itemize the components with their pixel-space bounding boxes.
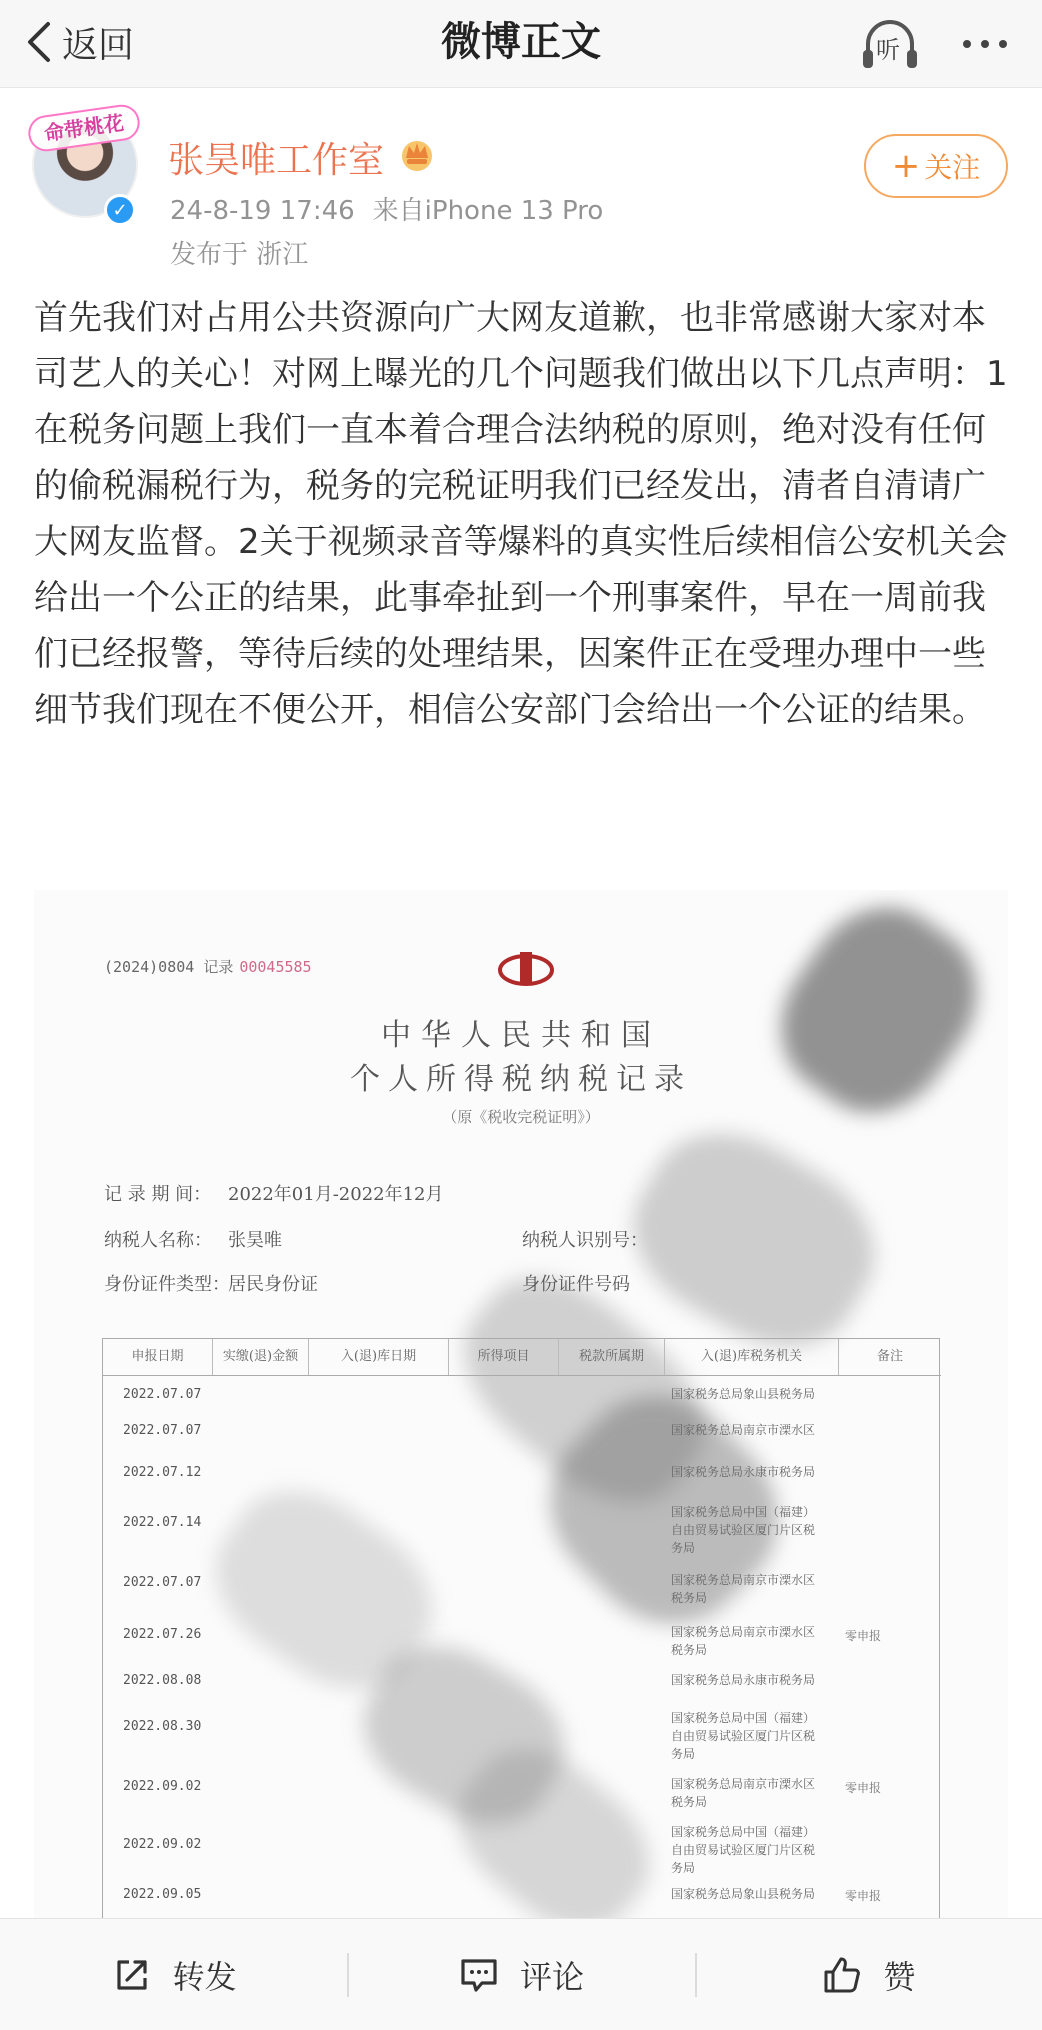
verified-badge-icon: ✓ [104,194,136,226]
author-name[interactable]: 张昊唯工作室 [168,140,385,181]
table-header-divider [103,1375,941,1376]
doc-title-line2: 个人所得税纳税记录 [350,1062,692,1097]
doc-record-number [104,956,312,977]
post-text: 首先我们对占用公共资源向广大网友道歉，也非常感谢大家对本司艺人的关心！对网上曝光的几个问题我们做出以下几点声明：1在税务问题上我们一直本着合理合法纳税的原则，绝对没有任何的偷税漏税行为，税务的完税证明我们已经发出，清者自清请广大网友监督。2关于视频录音等爆料的真实性后续相信公安机关会给出一个公正的结果，此事牵扯到一个刑事案件，早在一周前我们已经报警，等待后续的处理结果，因案件正在受理办理中一些细节我们现在不便公开，相信公安部门会给出一个公证的结果。 [34,298,1008,730]
table-row-org: 国家税务总局南京市溧水区税务局 [671,1777,816,1809]
chevron-left-icon [22,20,56,64]
avatar-sticker: 命带桃花 [26,102,142,153]
table-row-date: 2022.09.02 [123,1837,202,1852]
table-row-org: 国家税务总局中国（福建）自由贸易试验区厦门片区税务局 [671,1711,816,1761]
comment-label: 评论 [519,1957,584,1996]
table-header: 备注 [876,1349,903,1364]
doc-idtype-label: 身份证件类型： [104,1274,230,1295]
table-row-date: 2022.07.14 [123,1515,202,1530]
tax-emblem-icon [496,948,556,988]
table-row-org: 国家税务总局永康市税务局 [671,1673,816,1687]
listen-button[interactable] [858,14,922,74]
share-icon [111,1954,153,1996]
smudge [605,1102,903,1378]
doc-period-label: 记 录 期 间： [104,1184,212,1205]
table-row-date: 2022.07.07 [123,1423,202,1438]
post-source: 来自iPhone 13 Pro [372,196,604,226]
doc-taxpayer-value: 张昊唯 [228,1230,282,1251]
plus-icon: + [891,146,921,186]
doc-record-no: 00045585 [239,958,312,976]
more-dot-icon [999,40,1007,48]
more-dot-icon [981,40,989,48]
table-row-org: 国家税务总局中国（福建）自由贸易试验区厦门片区税务局 [671,1505,816,1555]
doc-taxid-label: 纳税人识别号： [522,1230,648,1251]
table-header: 入(退)库税务机关 [665,1339,839,1375]
more-dot-icon [963,40,971,48]
doc-subtitle: （原《税收完税证明》） [442,1108,600,1126]
back-button[interactable] [22,12,134,72]
table-header: 入(退)库日期 [309,1339,449,1375]
thumbs-up-icon [821,1954,863,1996]
table-row-date: 2022.08.30 [123,1719,202,1734]
table-header: 税款所属期 [559,1339,665,1375]
top-navbar [0,0,1042,88]
doc-idtype-value: 居民身份证 [228,1274,318,1295]
doc-taxpayer-label: 纳税人名称： [104,1230,212,1251]
table-row-note: 零申报 [845,1781,882,1795]
doc-title-line1: 中华人民共和国 [381,1018,661,1053]
tax-record-table [102,1338,940,1920]
table-row-org: 国家税务总局南京市溧水区 [671,1423,816,1437]
table-row-date: 2022.08.08 [123,1673,202,1688]
doc-idno-label: 身份证件号码 [522,1274,630,1295]
post-location: 发布于 浙江 [170,240,309,270]
repost-button[interactable] [0,1919,347,2030]
table-row-note: 零申报 [845,1889,882,1903]
table-row-date: 2022.07.12 [123,1465,202,1480]
table-header: 所得项目 [449,1339,559,1375]
listen-label: 听 [876,36,900,64]
table-row-date: 2022.09.05 [123,1887,202,1902]
table-row-org: 国家税务总局南京市溧水区税务局 [671,1573,816,1605]
table-header: 实缴(退)金额 [213,1339,309,1375]
doc-record-prefix: (2024)0804 记录 [104,958,234,976]
follow-button[interactable] [864,134,1008,198]
crown-badge-icon [398,136,436,172]
page-title: 微博正文 [441,19,601,65]
comment-button[interactable] [347,1919,694,2030]
author-header [0,88,1042,276]
tax-record-document [34,890,1008,1920]
post-meta [170,190,603,227]
comment-icon [458,1954,500,1996]
table-row-date: 2022.07.26 [123,1627,202,1642]
doc-period-value: 2022年01月-2022年12月 [228,1184,444,1205]
post-time: 24-8-19 17:46 [170,196,355,226]
table-row-org: 国家税务总局象山县税务局 [671,1387,816,1401]
table-row-org: 国家税务总局南京市溧水区税务局 [671,1625,816,1657]
table-row-org: 国家税务总局中国（福建）自由贸易试验区厦门片区税务局 [671,1825,816,1875]
back-label: 返回 [62,24,135,66]
repost-label: 转发 [172,1957,237,1996]
table-row-date: 2022.07.07 [123,1387,202,1402]
more-options-button[interactable] [950,16,1020,72]
table-row-org: 国家税务总局永康市税务局 [671,1465,816,1479]
like-button[interactable] [695,1919,1042,2030]
bottom-action-bar [0,1918,1042,2030]
post-image-tax-record[interactable] [34,890,1008,1920]
table-row-org: 国家税务总局象山县税务局 [671,1887,816,1901]
follow-label: 关注 [924,151,981,184]
table-header: 申报日期 [103,1339,213,1375]
table-row-date: 2022.09.02 [123,1779,202,1794]
table-row-note: 零申报 [845,1629,882,1643]
table-row-date: 2022.07.07 [123,1575,202,1590]
like-label: 赞 [883,1957,916,1996]
